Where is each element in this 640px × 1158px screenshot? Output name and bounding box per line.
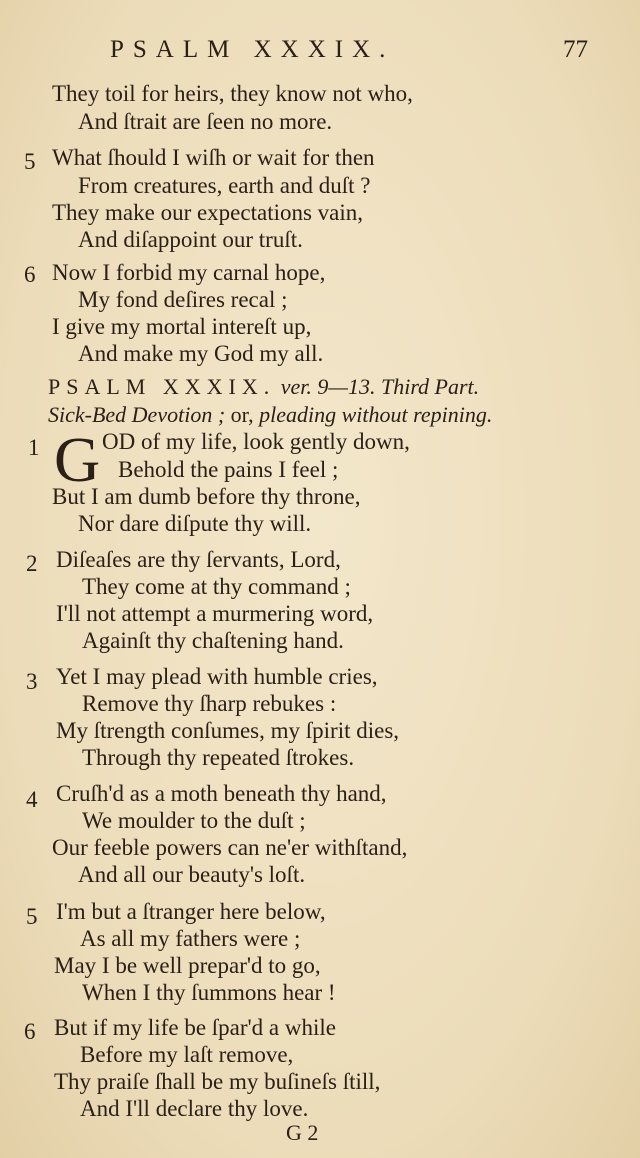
verse-line: They come at thy command ; — [82, 574, 351, 599]
verse-line: OD of my life, look gently down, — [102, 429, 410, 454]
verse-line: They make our expectations vain, — [52, 200, 364, 225]
stanza-number: 6 — [24, 262, 36, 287]
stanza-number: 5 — [24, 149, 36, 174]
verse-line: I'll not attempt a murmering word, — [56, 601, 374, 626]
part-verses: ver. 9—13. — [280, 374, 376, 399]
verse-line: Behold the pains I feel ; — [118, 457, 339, 482]
page-number: 77 — [563, 36, 588, 63]
verse-line: I'm but a ſtranger here below, — [56, 899, 326, 924]
running-head: PSALM XXXIX. — [110, 36, 395, 63]
stanza-number: 6 — [24, 1019, 36, 1044]
verse-line: Through thy repeated ſtrokes. — [82, 745, 355, 770]
stanza-number: 2 — [26, 551, 38, 576]
stanza-number: 4 — [26, 787, 38, 812]
stanza-number: 3 — [26, 669, 38, 694]
verse-line: Before my laſt remove, — [80, 1042, 294, 1067]
verse-line: Thy praiſe ſhall be my buſineſs ſtill, — [54, 1069, 381, 1094]
verse-line: As all my fathers were ; — [80, 926, 301, 951]
verse-line: Our feeble powers can ne'er withſtand, — [52, 835, 408, 860]
verse-line: And diſappoint our truſt. — [78, 227, 303, 252]
verse-line: From creatures, earth and duſt ? — [78, 173, 371, 198]
verse-line: Now I forbid my carnal hope, — [52, 260, 326, 285]
verse-line: We moulder to the duſt ; — [82, 808, 306, 833]
stanza-number: 5 — [26, 904, 38, 929]
subtitle-a: Sick-Bed Devotion ; — [48, 402, 226, 427]
stanza-number: 1 — [28, 435, 40, 460]
verse-line: Diſeaſes are thy ſervants, Lord, — [56, 547, 341, 572]
verse-line: Nor dare diſpute thy will. — [78, 511, 312, 536]
verse-line: But I am dumb before thy throne, — [52, 484, 361, 509]
verse-line: Againſt thy chaſtening hand. — [82, 628, 344, 653]
subtitle-b: pleading without repining. — [259, 402, 493, 427]
verse-line: They toil for heirs, they know not who, — [52, 81, 413, 106]
signature-mark: G 2 — [286, 1120, 319, 1145]
verse-line: When I thy ſummons hear ! — [82, 980, 336, 1005]
verse-line: And make my God my all. — [78, 341, 324, 366]
page-header — [0, 36, 640, 76]
verse-line: And I'll declare thy love. — [80, 1096, 309, 1121]
verse-line: Remove thy ſharp rebukes : — [82, 691, 337, 716]
verse-line: What ſhould I wiſh or wait for then — [52, 145, 375, 170]
part-label: Third Part. — [380, 374, 480, 399]
verse-line: And ſtrait are ſeen no more. — [78, 109, 333, 134]
part-heading — [48, 374, 479, 400]
subtitle-or: or, — [230, 402, 254, 427]
verse-line: My fond deſires recal ; — [78, 287, 288, 312]
verse-line: May I be well prepar'd to go, — [54, 953, 321, 978]
part-psalm: PSALM XXXIX. — [48, 374, 276, 399]
verse-line: My ſtrength conſumes, my ſpirit dies, — [56, 718, 400, 743]
part-subtitle — [48, 402, 492, 428]
verse-line: But if my life be ſpar'd a while — [54, 1015, 336, 1040]
verse-line: Cruſh'd as a moth beneath thy hand, — [56, 781, 387, 806]
drop-cap: G — [54, 424, 101, 495]
verse-line: Yet I may plead with humble cries, — [56, 664, 378, 689]
verse-line: I give my mortal intereſt up, — [52, 314, 312, 339]
verse-line: And all our beauty's loſt. — [78, 862, 306, 887]
